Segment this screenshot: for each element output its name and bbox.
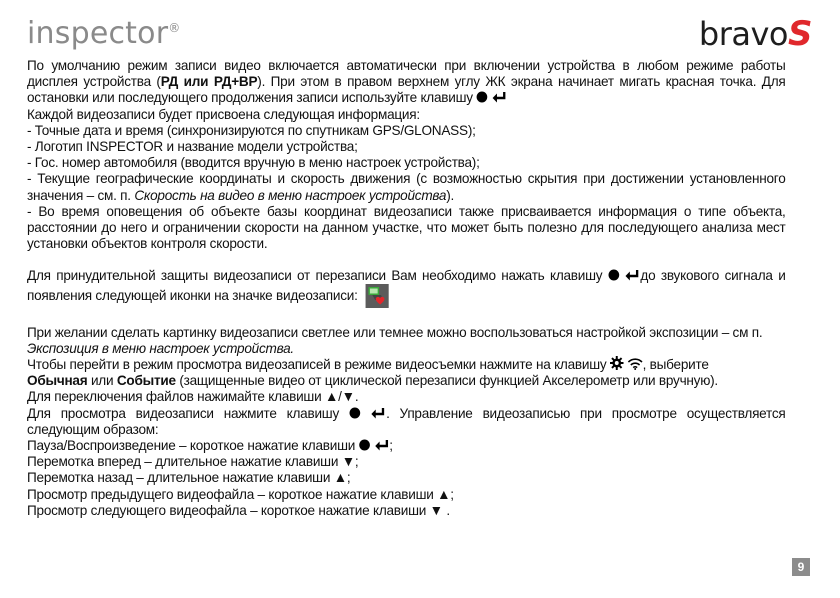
- record-dot-icon: [349, 407, 361, 419]
- enter-key-icon: [625, 269, 641, 281]
- text: , выберите: [642, 356, 709, 373]
- option-event: Событие: [116, 372, 176, 389]
- bold-text: РД или РД+ВР: [160, 73, 258, 90]
- list-item-alerts: - Во время оповещения об объекте базы координат видеозаписи также присваивается информация о типе объекта, расстоянии до него и ограничении скорости на данном участке, что может быть полезно для последующего анализа мест установки объектов контроля скорости.: [27, 202, 786, 252]
- gear-icon: [610, 356, 624, 370]
- list-item: - Логотип INSPECTOR и название модели устройства;: [27, 138, 358, 155]
- list-item: - Точные дата и время (синхронизируются по спутникам GPS/GLONASS);: [27, 121, 476, 138]
- text: до звукового сигнала и появления следующей иконки на значке видеозаписи:: [27, 267, 786, 303]
- control-fast-forward: Перемотка вперед – длительное нажатие клавиши ▼;: [27, 453, 359, 470]
- list-item: - Гос. номер автомобиля (вводится вручную в меню настроек устройства);: [27, 154, 480, 171]
- text: ).: [446, 186, 455, 203]
- text: Чтобы перейти в режим просмотра видеозаписей в режиме видеосъемки нажмите на клавишу: [27, 356, 607, 373]
- bravo-logo-accent: S: [788, 14, 812, 54]
- enter-key-icon: [371, 407, 387, 419]
- inspector-logo-text: inspector: [27, 16, 169, 51]
- bravo-s-logo: [699, 14, 812, 54]
- inspector-logo: [27, 16, 180, 51]
- text: или: [90, 372, 114, 389]
- bravo-logo-text: bravo: [698, 15, 788, 53]
- record-dot-icon: [476, 91, 488, 103]
- text: Для просмотра видеозаписи нажмите клавишу: [27, 404, 339, 421]
- paragraph-playback-mode-cont: [27, 372, 786, 388]
- option-normal: Обычная: [27, 372, 88, 389]
- text: . Управление видеозаписью при просмотре осуществляется следующим образом:: [27, 404, 786, 437]
- control-rewind: Перемотка назад – длительное нажатие клавиши ▲;: [27, 469, 351, 486]
- manual-content: [27, 57, 786, 518]
- protected-video-icon: [365, 284, 388, 308]
- wifi-icon: [627, 357, 643, 370]
- paragraph-view-video: [27, 405, 786, 437]
- italic-link-text: Скорость на видео в меню настроек устройства: [134, 186, 447, 203]
- text: (защищенные видео от циклической перезаписи функцией Акселерометр или вручную).: [179, 372, 718, 389]
- list-item-coordinates: [27, 170, 786, 202]
- text: ). При этом в правом верхнем углу ЖК экрана начинает мигать красная точка. Для остановки или последующего продолжения записи используйте клавишу: [27, 73, 786, 106]
- paragraph-info-intro: Каждой видеозаписи будет присвоена следующая информация:: [27, 105, 420, 122]
- enter-key-icon: [492, 91, 508, 103]
- enter-key-icon: [374, 439, 390, 451]
- control-pause-play: [27, 437, 786, 453]
- paragraph-playback-mode: [27, 356, 786, 372]
- text: При желании сделать картинку видеозаписи светлее или темнее можно воспользоваться настройкой экспозиции – см п.: [27, 323, 763, 340]
- registered-mark: ®: [168, 21, 181, 35]
- control-next-file: Просмотр следующего видеофайла – короткое нажатие клавиши ▼ .: [27, 501, 450, 518]
- text: ;: [389, 437, 393, 454]
- page-number: 9: [792, 558, 810, 576]
- control-previous-file: Просмотр предыдущего видеофайла – короткое нажатие клавиши ▲;: [27, 485, 454, 502]
- paragraph-switch-files: Для переключения файлов нажимайте клавиши ▲/▼.: [27, 388, 359, 405]
- paragraph-exposure: [27, 324, 786, 340]
- text: - Текущие географические координаты и скорость движения (с возможностью скрытия при достижении установленного значения – см. п.: [27, 170, 786, 203]
- text: Пауза/Воспроизведение – короткое нажатие клавиши: [27, 437, 356, 454]
- text: По умолчанию режим записи видео включается автоматически при включении устройства в любом режиме работы дисплея устройства (: [27, 57, 786, 90]
- paragraph-auto-record: [27, 57, 786, 106]
- record-dot-icon: [608, 269, 620, 281]
- exposure-menu-reference: Экспозиция в меню настроек устройства.: [27, 339, 294, 356]
- paragraph-protection: [27, 267, 786, 307]
- record-dot-icon: [359, 439, 371, 451]
- text: Для принудительной защиты видеозаписи от перезаписи Вам необходимо нажать клавишу: [27, 267, 603, 284]
